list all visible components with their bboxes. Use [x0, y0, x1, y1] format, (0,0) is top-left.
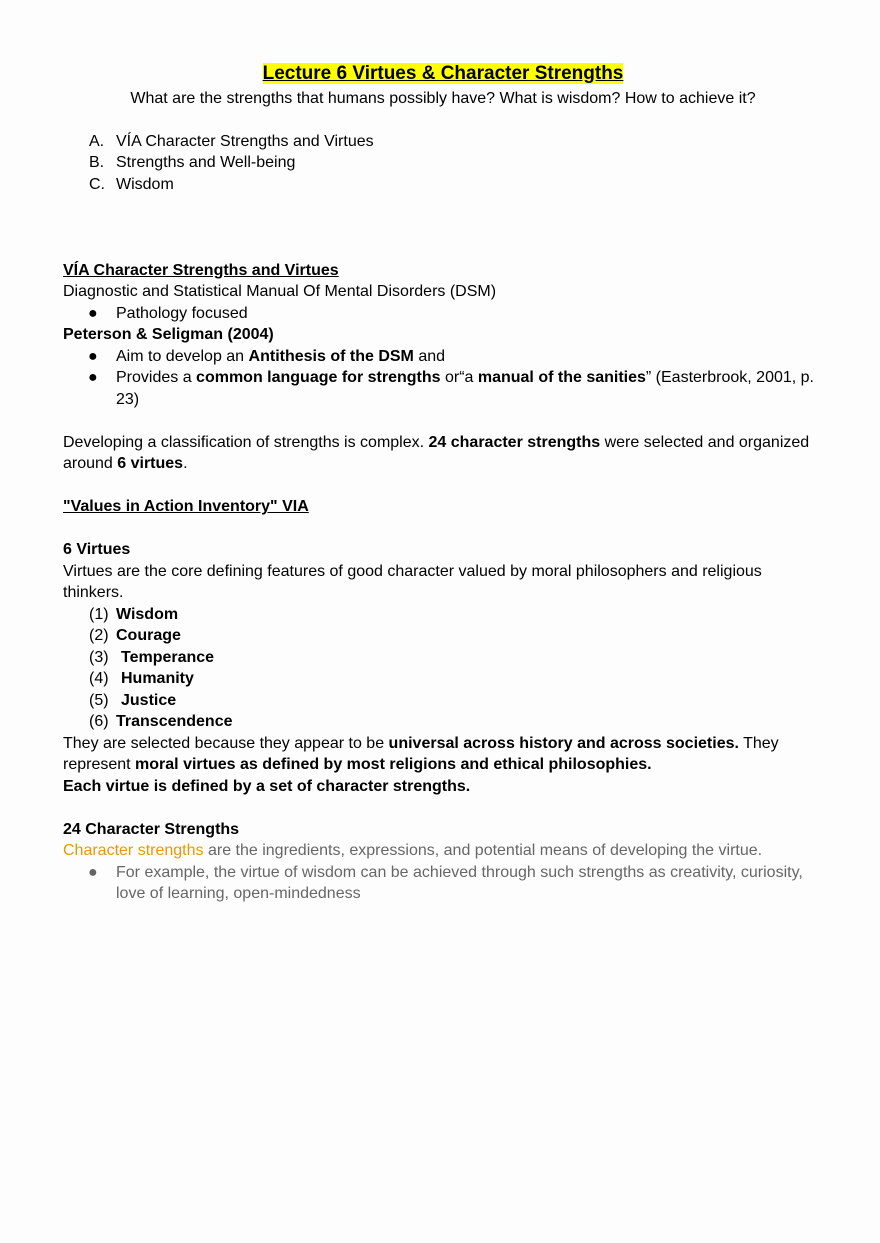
- outline-marker: A.: [89, 132, 105, 150]
- virtue-name: Transcendence: [116, 713, 233, 730]
- virtues-heading: 6 Virtues: [63, 541, 131, 558]
- spacer: [63, 518, 823, 540]
- virtue-number: (6): [89, 713, 109, 730]
- virtue-number: (3): [89, 648, 109, 666]
- virtues-list: [63, 604, 823, 733]
- virtue-number: (5): [89, 691, 109, 709]
- outline-marker: C.: [89, 175, 105, 193]
- bullet-text: For example, the virtue of wisdom can be achieved through such strengths as creativity, curiosity, love of learning, open-mindedness: [116, 863, 803, 902]
- virtue-name: Courage: [116, 627, 181, 644]
- bullet-item: [63, 346, 823, 368]
- strengths-definition: [63, 840, 823, 862]
- outline-item: [63, 174, 823, 196]
- page-subtitle: What are the strengths that humans possibly have? What is wisdom? How to achieve it?: [130, 90, 756, 107]
- classification-paragraph: [63, 432, 823, 475]
- classif-pre: Developing a classification of strengths is complex.: [63, 433, 429, 451]
- virtue-item: [63, 647, 823, 669]
- virtue-item: [63, 690, 823, 712]
- classif-post: .: [183, 455, 188, 472]
- virtue-name: Humanity: [121, 670, 194, 687]
- dsm-bullets: [63, 303, 823, 325]
- classif-mid: were selected and organized around: [63, 433, 810, 472]
- outline-marker: B.: [89, 154, 105, 171]
- selected-mid: They represent: [63, 734, 779, 773]
- outline-text: VÍA Character Strengths and Virtues: [116, 132, 374, 150]
- spacer: [63, 410, 823, 432]
- inventory-heading: "Values in Action Inventory" VIA: [63, 498, 309, 515]
- spacer: [63, 797, 823, 819]
- aim-pre: Aim to develop an: [116, 347, 249, 365]
- strengths-def-rest: are the ingredients, expressions, and potential means of developing the virtue.: [203, 842, 763, 859]
- virtue-number: (2): [89, 627, 109, 644]
- outline-item: [63, 152, 823, 174]
- virtues-defined-line: Each virtue is defined by a set of character strengths.: [63, 777, 471, 795]
- virtue-item: [63, 711, 823, 733]
- selected-pre: They are selected because they appear to be: [63, 734, 389, 752]
- virtues-selection-paragraph: [63, 733, 823, 776]
- virtue-name: Wisdom: [116, 605, 179, 623]
- classif-bold-1: 24 character strengths: [428, 433, 601, 451]
- lecture-outline: [63, 131, 823, 196]
- strengths-highlight: Character strengths: [63, 842, 204, 859]
- bullet-item: [63, 303, 823, 325]
- selected-bold-1: universal across history and across societies.: [388, 734, 739, 752]
- provides-mid: or“a: [440, 369, 478, 386]
- outline-text: Wisdom: [116, 175, 174, 193]
- bullet-dot-icon: ●: [88, 863, 98, 881]
- spacer: [63, 195, 823, 260]
- bullet-dot-icon: ●: [88, 304, 98, 322]
- provides-post: ” (Easterbrook, 2001, p. 23): [116, 369, 814, 408]
- virtue-item: [63, 604, 823, 626]
- bullet-text: Pathology focused: [116, 304, 248, 322]
- dsm-line: Diagnostic and Statistical Manual Of Mental Disorders (DSM): [63, 283, 497, 300]
- virtue-name: Justice: [121, 691, 177, 709]
- strengths-bullets: [63, 862, 823, 905]
- aim-post: and: [413, 347, 446, 365]
- title-text: Lecture 6 Virtues & Character Strengths: [262, 63, 624, 84]
- virtue-item: [63, 625, 823, 647]
- virtue-number: (1): [89, 605, 109, 623]
- bullet-item: [63, 862, 823, 905]
- outline-item: [63, 131, 823, 153]
- virtue-item: [63, 668, 823, 690]
- authors-line: Peterson & Seligman (2004): [63, 326, 274, 343]
- provides-bold-2: manual of the sanities: [477, 369, 646, 386]
- virtue-name: Temperance: [121, 648, 215, 666]
- classif-bold-2: 6 virtues: [117, 455, 184, 472]
- aim-bold: Antithesis of the DSM: [248, 347, 414, 365]
- strengths-heading: 24 Character Strengths: [63, 820, 240, 838]
- bullet-dot-icon: ●: [88, 369, 98, 386]
- bullet-dot-icon: ●: [88, 347, 98, 365]
- virtues-intro: Virtues are the core defining features of good character valued by moral philosophers and religious thinkers.: [63, 562, 762, 601]
- provides-bold-1: common language for strengths: [196, 369, 441, 386]
- page-title: [63, 62, 823, 86]
- outline-text: Strengths and Well-being: [116, 154, 296, 171]
- via-heading: VÍA Character Strengths and Virtues: [63, 261, 339, 279]
- provides-pre: Provides a: [116, 369, 197, 386]
- selected-bold-2: moral virtues as defined by most religions and ethical philosophies.: [135, 756, 652, 773]
- bullet-item: [63, 367, 823, 410]
- spacer: [63, 475, 823, 497]
- peterson-bullets: [63, 346, 823, 411]
- document-content: [63, 62, 823, 905]
- virtue-number: (4): [89, 670, 109, 687]
